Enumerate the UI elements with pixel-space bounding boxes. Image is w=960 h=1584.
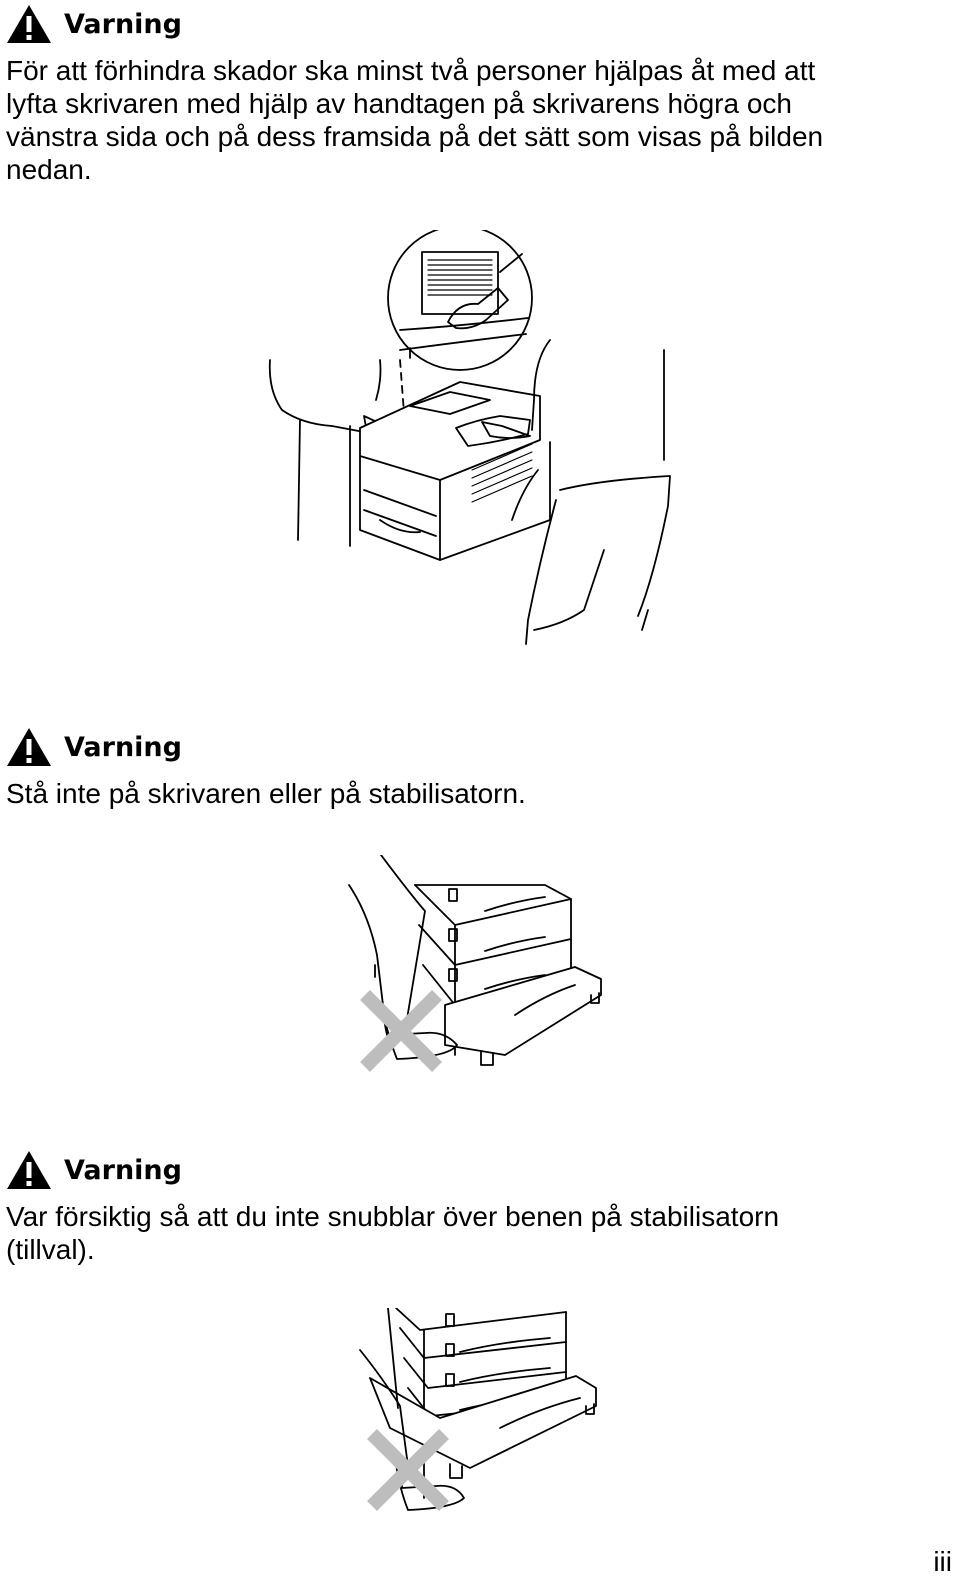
- two-people-lifting-printer-illustration: [260, 230, 680, 660]
- warning-header: [6, 1148, 946, 1192]
- cross-mark-icon: [372, 1434, 444, 1506]
- warning-icon: [6, 3, 52, 45]
- warning-do-not-stand: [6, 725, 946, 810]
- warning-icon: [6, 1149, 52, 1191]
- warning-title: Varning: [64, 731, 182, 763]
- warning-text: Var försiktig så att du inte snubblar över benen på stabilisatorn (tillval).: [6, 1201, 780, 1265]
- warning-lifting: [6, 2, 946, 186]
- page-number: iii: [933, 1546, 952, 1577]
- warning-text: För att förhindra skador ska minst två personer hjälpas åt med att lyfta skrivaren med hjälp av handtagen på skrivarens högra och vänstra sida och på dess framsida på det sätt som visas på bilden nedan.: [6, 55, 824, 185]
- cross-mark-icon: [365, 995, 437, 1067]
- tripping-over-stabilizer-illustration: [350, 1308, 602, 1513]
- warning-header: [6, 2, 946, 46]
- foot-on-stabilizer-illustration: [345, 855, 610, 1077]
- warning-text: Stå inte på skrivaren eller på stabilisatorn.: [6, 778, 526, 809]
- warning-icon: [6, 726, 52, 768]
- warning-title: Varning: [64, 1154, 182, 1186]
- warning-header: [6, 725, 946, 769]
- warning-tripping: [6, 1148, 946, 1266]
- warning-title: Varning: [64, 8, 182, 40]
